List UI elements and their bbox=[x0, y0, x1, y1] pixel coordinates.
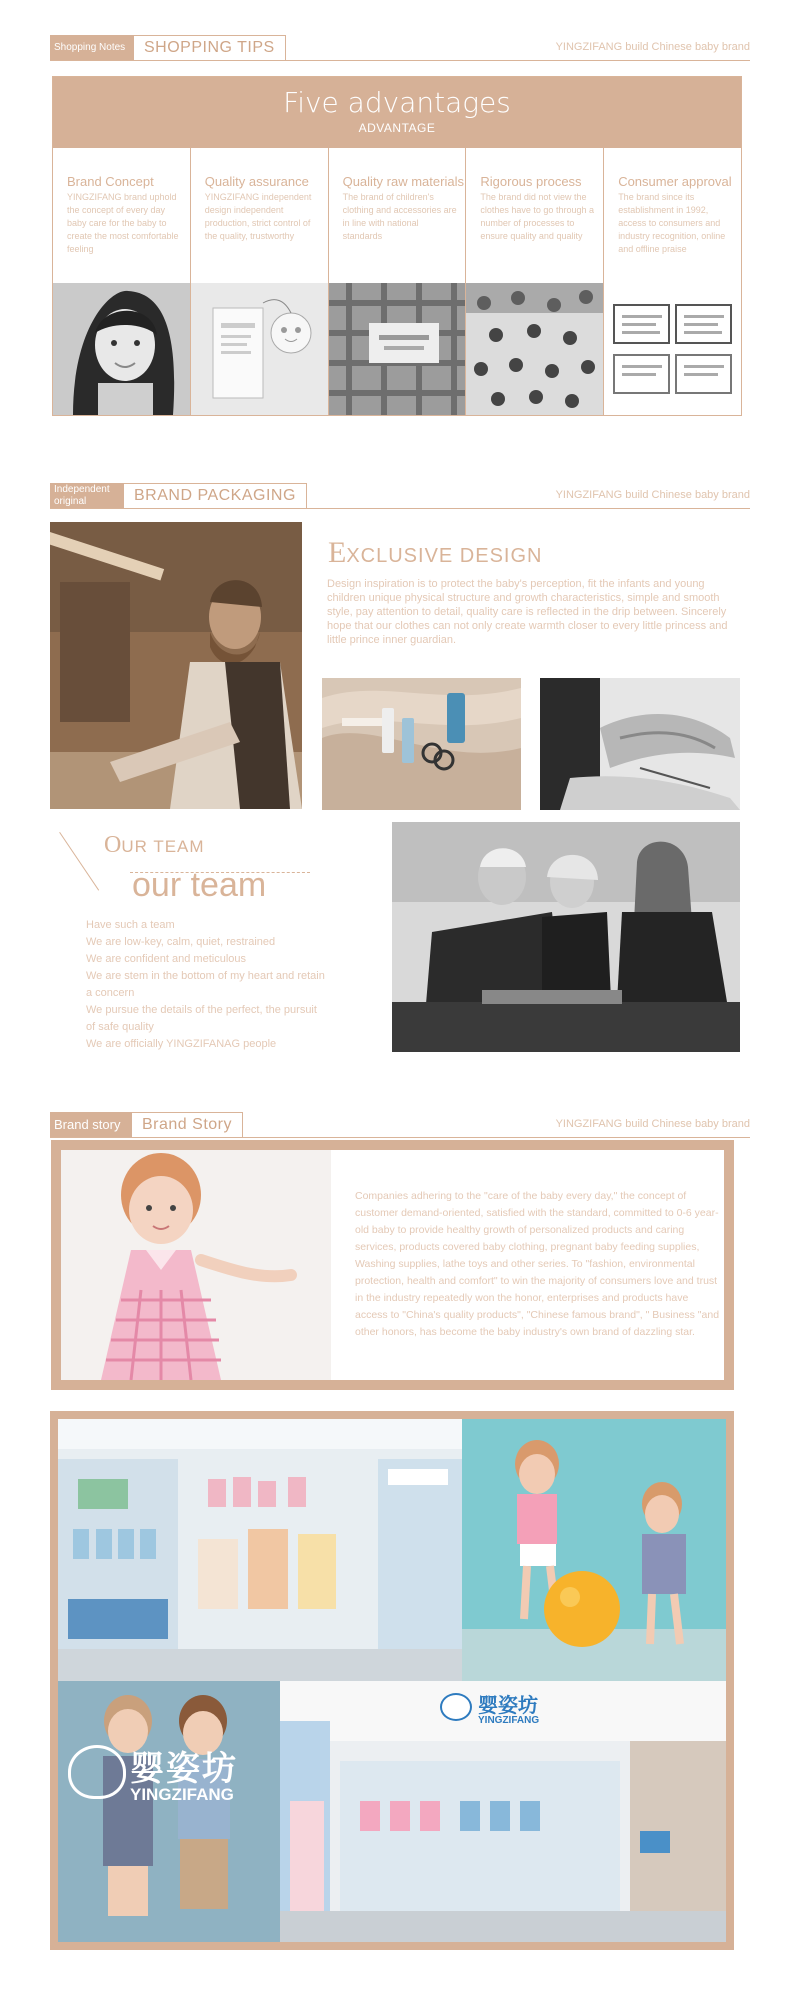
tag-line: Independent bbox=[54, 484, 110, 495]
team-line: We are stem in the bottom of my heart and retain a concern bbox=[86, 970, 325, 999]
advantage-text: The brand did not view the clothes have to go through a number of processes to ensure quality and quality bbox=[480, 192, 594, 241]
product-tag-photo bbox=[191, 283, 328, 415]
advantage-title: Rigorous process bbox=[480, 174, 582, 189]
brand-story-panel bbox=[51, 1140, 734, 1390]
title-rest: XCLUSIVE DESIGN bbox=[346, 545, 543, 567]
team-line: We are confident and meticulous bbox=[86, 953, 246, 965]
section-tag bbox=[50, 483, 124, 509]
our-team-script-title: our team bbox=[132, 866, 267, 904]
decorative-line bbox=[59, 832, 99, 891]
brand-slogan: YINGZIFANG build Chinese baby brand bbox=[555, 1118, 750, 1130]
divider bbox=[50, 1137, 750, 1138]
advantage-item bbox=[191, 148, 329, 415]
divider bbox=[50, 60, 750, 61]
storefront-name-en: YINGZIFANG bbox=[478, 1715, 540, 1726]
advantage-item bbox=[53, 148, 191, 415]
thread-spools-photo bbox=[322, 678, 521, 810]
decorative-dash bbox=[130, 872, 310, 873]
advantages-title: Five advantages bbox=[283, 86, 511, 119]
advantages-subtitle: ADVANTAGE bbox=[358, 121, 436, 135]
fabric-label-photo bbox=[329, 283, 466, 415]
team-line: We are officially YINGZIFANAG people bbox=[86, 1038, 277, 1050]
store-collage-panel bbox=[50, 1411, 734, 1950]
brand-logo-icon bbox=[440, 1693, 472, 1721]
five-advantages-panel bbox=[52, 76, 742, 416]
brand-packaging-header bbox=[50, 483, 750, 509]
hands-sewing-photo bbox=[540, 678, 740, 810]
brand-kids-photo bbox=[58, 1681, 280, 1942]
advantage-title: Quality raw materials bbox=[342, 174, 464, 189]
kids-with-ball-photo bbox=[462, 1419, 726, 1681]
exclusive-design-text: Design inspiration is to protect the baby's perception, fit the infants and young children unique physical structure and growth characteristics, simple and smooth style, pay attention to detail, quality care is reflected in the drip between. Sincerely hope that our clothes can not only create warmth closer to every little princess and little prince inner guardian. bbox=[327, 578, 728, 646]
section-tag: Shopping Notes bbox=[50, 35, 134, 61]
title-rest: UR TEAM bbox=[121, 837, 205, 856]
shopping-tips-header bbox=[50, 35, 750, 61]
team-line: We are low-key, calm, quiet, restrained bbox=[86, 936, 276, 948]
team-description bbox=[86, 917, 326, 1053]
section-title: Brand Story bbox=[132, 1112, 243, 1138]
brand-story-text: Companies adhering to the "care of the baby every day," the concept of customer demand-oriented, satisfied with the standard, committed to 0-6 year-old baby to provide healthy growth of personalized products and caring services, products covered baby clothing, pregnant baby feeding supplies, Washing supplies, lathe toys and other series. To "fashion, environmental protection, health and comfort" to win the majority of consumers love and trust in the industry repeatedly won the honor, enterprises and products have access to "China's quality products", "Chinese famous brand", " Business "and other honors, has become the baby industry's own brand of dazzling star. bbox=[355, 1190, 720, 1338]
toddler-girl-photo bbox=[61, 1150, 331, 1380]
girl-portrait-photo bbox=[53, 283, 190, 415]
advantage-text: YINGZIFANG brand uphold the concept of every day baby care for the baby to create the most comfortable feeling bbox=[67, 192, 179, 254]
advantage-item bbox=[329, 148, 467, 415]
advantage-title: Brand Concept bbox=[67, 174, 154, 189]
advantage-text: The brand of children's clothing and accessories are in line with national standards bbox=[342, 192, 457, 241]
brand-story-header bbox=[50, 1112, 750, 1138]
store-interior-photo bbox=[58, 1419, 462, 1681]
advantage-item bbox=[604, 148, 741, 415]
advantage-item bbox=[466, 148, 604, 415]
tag-line: original bbox=[54, 496, 87, 507]
team-photo bbox=[392, 822, 740, 1052]
section-title: SHOPPING TIPS bbox=[134, 35, 286, 61]
brand-logo bbox=[68, 1741, 268, 1811]
section-title: BRAND PACKAGING bbox=[124, 483, 307, 509]
brand-slogan: YINGZIFANG build Chinese baby brand bbox=[555, 489, 750, 501]
team-line: Have such a team bbox=[86, 919, 175, 931]
advantage-text: YINGZIFANG independent design independent production, strict control of the quality, trustworthy bbox=[204, 192, 312, 241]
brand-name-en: YINGZIFANG bbox=[130, 1785, 234, 1804]
printed-fabric-photo bbox=[466, 283, 603, 415]
storefront-name-cn: 婴姿坊 bbox=[478, 1693, 538, 1717]
divider bbox=[50, 508, 750, 509]
advantage-text: The brand since its establishment in 1992, access to consumers and industry recognition, online and offline praise bbox=[618, 192, 726, 254]
certificates-photo bbox=[604, 283, 741, 415]
section-tag: Brand story bbox=[50, 1112, 132, 1138]
brand-name-cn: 婴姿坊 bbox=[130, 1749, 238, 1789]
tailor-photo bbox=[50, 522, 302, 809]
brand-slogan: YINGZIFANG build Chinese baby brand bbox=[555, 41, 750, 53]
title-initial: O bbox=[104, 832, 122, 858]
advantage-title: Consumer approval bbox=[618, 174, 732, 189]
exclusive-design-title bbox=[328, 536, 543, 570]
brand-logo-icon bbox=[68, 1745, 126, 1799]
our-team-title bbox=[104, 832, 267, 904]
title-initial: E bbox=[328, 536, 347, 569]
advantage-title: Quality assurance bbox=[204, 174, 309, 189]
advantages-banner bbox=[53, 77, 741, 148]
team-line: We pursue the details of the perfect, the pursuit of safe quality bbox=[86, 1004, 317, 1033]
storefront-photo bbox=[280, 1681, 726, 1942]
